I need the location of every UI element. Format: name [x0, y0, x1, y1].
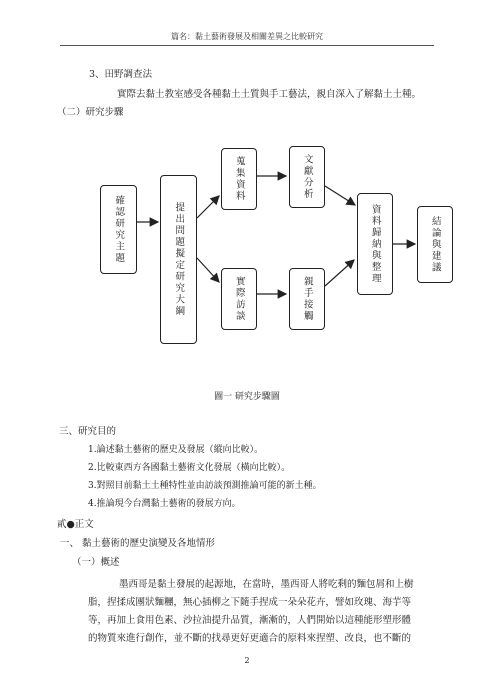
- flow-box-label: 蒐集資料: [233, 156, 245, 202]
- body-line: 墨西哥是黏土發展的起源地，在當時，墨西哥人將吃剩的麵包屑和上樹: [119, 579, 414, 590]
- flow-box-label: 親手接觸: [301, 276, 313, 322]
- section-3-label: 3、田野調查法: [89, 69, 153, 80]
- flow-box-interview: [221, 268, 257, 330]
- flow-box-outline: [160, 175, 197, 344]
- flow-box-literature: [289, 146, 325, 208]
- flow-box-collect-data: [221, 148, 257, 210]
- section-3-body: 實際去黏土教室感受各種黏土土質與手工藝法，親自深入了解黏土土種。: [117, 89, 422, 100]
- figure-caption: 圖一 研究步驟圖: [214, 392, 280, 402]
- flow-box-conclusion: [417, 206, 453, 283]
- main-heading: 貳●正文: [57, 519, 94, 530]
- purpose-item: 3.對照目前黏土土種特性並由訪談預測推論可能的新土種。: [88, 481, 322, 491]
- purpose-item: 4.推論現今台灣黏土藝術的發展方向。: [88, 499, 241, 509]
- flow-box-organize: [357, 193, 393, 295]
- flow-box-label: 提出問題擬定研究大綱: [173, 202, 185, 317]
- flow-box-label: 資料歸納與整理: [369, 203, 381, 285]
- arrow-5-to-7: [325, 186, 355, 205]
- purpose-heading: 三、研究目的: [59, 426, 117, 437]
- body-line: 的物質來進行創作，並不斷的找尋更好更適合的原料來捏塑、改良，也不斷的: [88, 633, 412, 644]
- flow-box-hands-on: [289, 268, 325, 330]
- arrow-6-to-7: [325, 260, 354, 286]
- body-line: 脂，捏揉成團狀麵糰，無心插柳之下隨手捏成一朵朵花卉，譬如玫瑰、海芋等: [88, 597, 412, 608]
- page-number: 2: [244, 656, 250, 665]
- steps-heading: （二）研究步驟: [57, 107, 124, 118]
- purpose-item: 1.論述黏土藝術的歷史及發展（縱向比較）。: [88, 445, 264, 455]
- history-heading: 一、 黏土藝術的歷史演變及各地情形: [60, 538, 216, 549]
- arrow-2-to-4: [197, 258, 219, 282]
- flow-box-label: 文獻分析: [301, 154, 313, 200]
- overview-heading: （一）概述: [72, 557, 120, 568]
- arrow-2-to-3: [197, 196, 219, 218]
- purpose-item: 2.比較東西方各國黏土藝術文化發展（橫向比較）。: [88, 463, 291, 473]
- body-line: 等，再加上食用色素、沙拉油提升品質，漸漸的，人們開始以這種能形塑形體: [88, 615, 412, 626]
- flow-box-confirm-topic: [100, 185, 137, 274]
- flow-box-label: 結論與建議: [429, 215, 441, 274]
- flow-box-label: 確認研究主題: [113, 195, 125, 264]
- flow-box-label: 實際訪談: [233, 276, 245, 322]
- page-header: 篇名：黏土藝術發展及相關差異之比較研究: [171, 32, 323, 41]
